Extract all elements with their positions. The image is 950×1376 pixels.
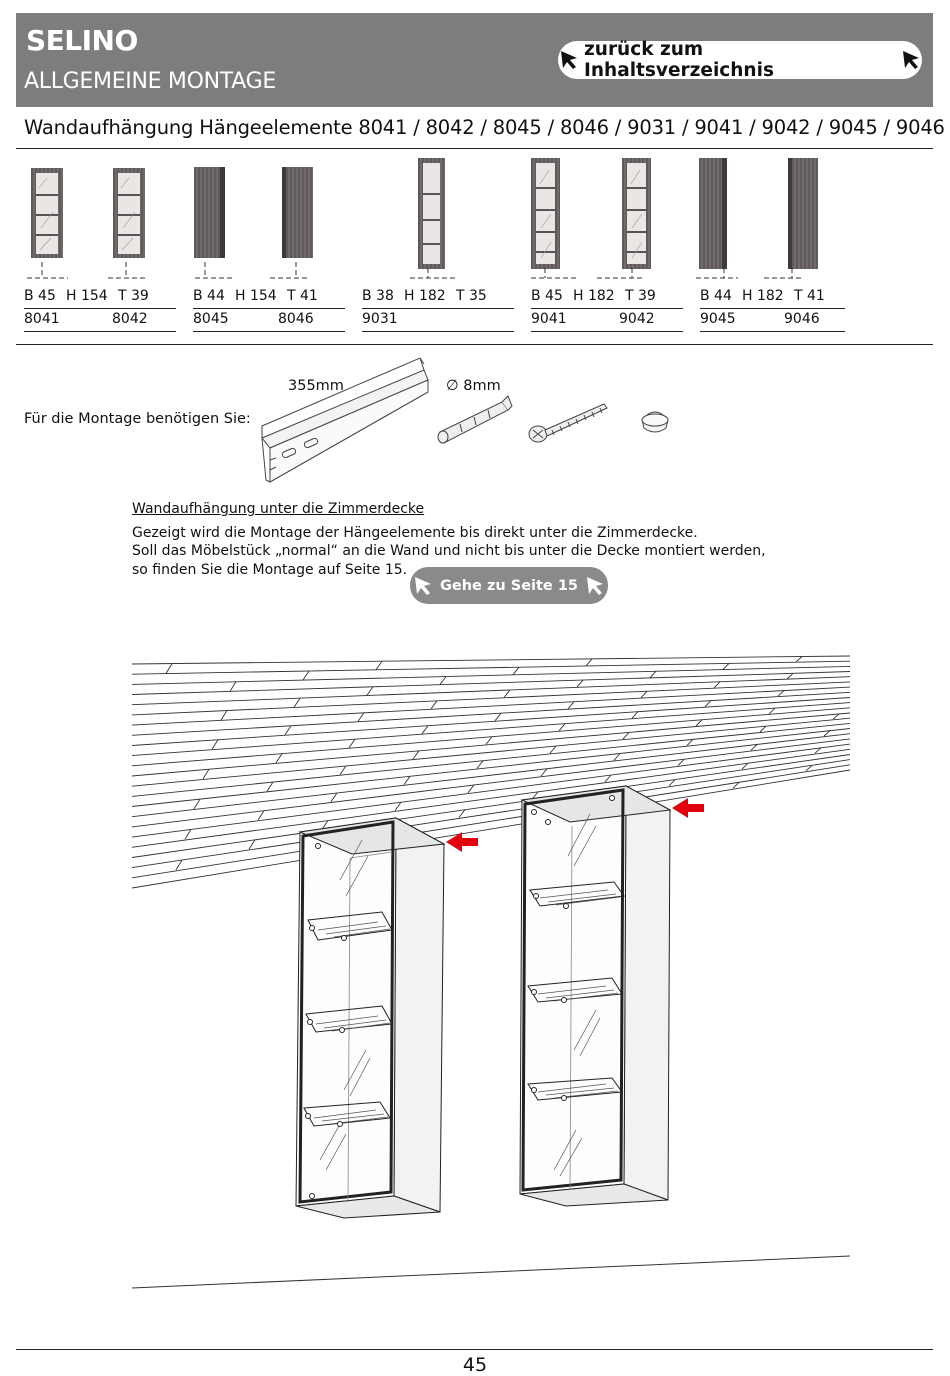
ceiling-plank-joint [285,726,291,735]
product-code: 9046 [784,311,820,327]
depth-value: T 41 [794,288,825,304]
ceiling-plank-joint [559,724,565,731]
ceiling-plank-joint [632,712,638,719]
ceiling-plank-line [132,749,850,847]
ceiling-plank-joint [166,664,172,674]
product-code: 9041 [531,311,567,327]
ceiling-plank-joint [541,769,547,776]
ceiling-plank-joint [468,785,474,793]
depth-value: T 39 [118,288,149,304]
ceiling-plank-joint [249,840,255,849]
ceiling-plank-joint [185,829,191,839]
height-value: H 154 [235,288,277,304]
product-code: 9042 [619,311,655,327]
ceiling-plank-joint [577,680,583,687]
rail-length-label: 355mm [288,378,344,394]
info-line: Soll das Möbelstück „normal“ an die Wand und nicht bis unter die Decke montiert werden, [132,543,766,559]
ceiling-plank-joint [769,708,775,714]
depth-value: T 35 [456,288,487,304]
width-value: B 38 [362,288,394,304]
ceiling-plank-joint [696,720,702,726]
ceiling-plank-line [132,723,850,796]
goto-button-label: Gehe zu Seite 15 [440,577,578,594]
ceiling-plank-joint [495,713,501,721]
ceiling-plank-joint [230,682,236,691]
ceiling-plank-joint [787,673,793,679]
width-value: B 44 [700,288,732,304]
ceiling-plank-joint [504,690,510,698]
ceiling-plank-line [132,708,850,766]
ceiling-plank-joint [641,691,647,698]
ceiling-planks [132,656,850,888]
ceiling-plank-joint [705,701,711,707]
ceiling-plank-joint [367,687,373,696]
height-value: H 154 [66,288,108,304]
ceiling-plank-joint [294,698,300,707]
ceiling-plank-line [132,713,850,776]
ceiling-plank-line [132,770,850,888]
ceiling-plank-joint [276,754,282,763]
ceiling-plank-joint [440,677,446,685]
ceiling-plank-joint [431,701,437,709]
page-number: 45 [462,1354,488,1376]
ceiling-plank-joint [404,776,410,784]
ceiling-plank-line [132,729,850,807]
ceiling-plank-joint [586,659,592,666]
ceiling-plank-line [132,687,850,725]
ceiling-plank-joint [614,754,620,761]
ceiling-plank-joint [714,682,720,688]
dowel-diameter-label: ∅ 8mm [446,378,501,394]
height-value: H 182 [742,288,784,304]
ceiling-plank-joint [331,793,337,802]
info-heading: Wandaufhängung unter die Zimmerdecke [132,501,425,517]
ceiling-plank-joint [303,671,309,680]
product-code: 8041 [24,311,60,327]
info-line: Gezeigt wird die Montage der Hängeelemente bis direkt unter die Zimmerdecke. [132,525,698,541]
ceiling-plank-joint [358,713,364,722]
product-code: 9045 [700,311,736,327]
product-code: 8045 [193,311,229,327]
ceiling-plank-line [132,734,850,817]
ceiling-plank-joint [258,811,264,820]
ceiling-plank-joint [395,802,401,810]
back-button-label: zurück zum Inhaltsverzeichnis [584,39,774,81]
ceiling-plank-joint [349,739,355,748]
width-value: B 45 [24,288,56,304]
ceiling-plank-joint [650,671,656,678]
footer-divider [16,1349,933,1350]
depth-value: T 41 [287,288,318,304]
ceiling-plank-joint [176,860,182,870]
info-line: so finden Sie die Montage auf Seite 15. [132,562,408,578]
ceiling-plank-joint [623,732,629,739]
floor-line [132,1256,850,1288]
cabinet-right [520,786,670,1206]
ceiling-plank-joint [778,691,784,697]
ceiling-plank-joint [486,737,492,745]
width-value: B 45 [531,288,563,304]
product-code: 9031 [362,311,398,327]
ceiling-contact-arrow-right [672,798,704,818]
ceiling-plank-joint [513,667,519,675]
ceiling-plank-line [132,755,850,858]
materials-label: Für die Montage benötigen Sie: [24,411,251,427]
cabinet-left [296,818,444,1218]
ceiling-plank-joint [340,766,346,775]
ceiling-plank-joint [550,746,556,753]
ceiling-plank-joint [413,751,419,759]
height-value: H 182 [404,288,446,304]
ceiling-plank-joint [422,726,428,734]
ceiling-plank-joint [212,740,218,750]
page-subtitle: ALLGEMEINE MONTAGE [24,69,276,94]
ceiling-contact-arrow-left [446,832,478,852]
product-code: 8042 [112,311,148,327]
section-title: Wandaufhängung Hängeelemente 8041 / 8042 / 8045 / 8046 / 9031 / 9041 / 9042 / 9045 / 9046 [24,116,945,139]
product-code: 8046 [278,311,314,327]
height-value: H 182 [573,288,615,304]
ceiling-plank-joint [203,769,209,779]
ceiling-plank-joint [267,782,273,791]
ceiling-plank-joint [568,702,574,709]
ceiling-plank-joint [796,657,802,663]
brand-title: SELINO [26,24,138,57]
ceiling-plank-joint [376,661,382,670]
width-value: B 44 [193,288,225,304]
ceiling-plank-joint [723,663,729,669]
ceiling-plank-joint [194,799,200,809]
depth-value: T 39 [625,288,656,304]
ceiling-plank-line [132,744,850,837]
ceiling-plank-joint [221,711,227,721]
ceiling-plank-line [132,765,850,878]
ceiling-plank-joint [477,761,483,769]
